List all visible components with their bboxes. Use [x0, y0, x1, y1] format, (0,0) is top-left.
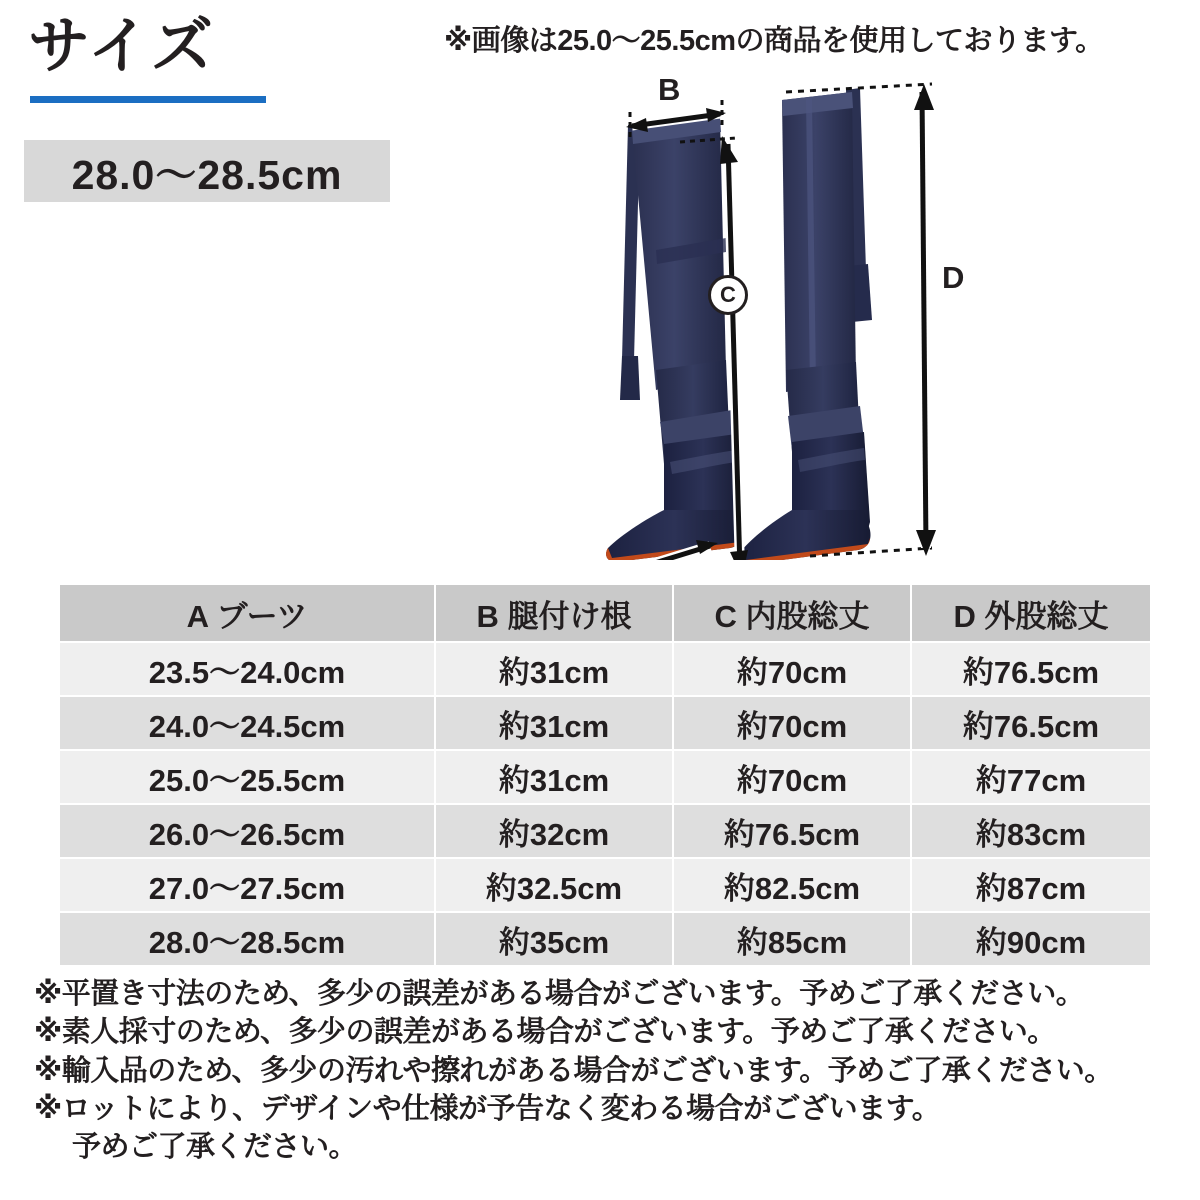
cell-d: 約76.5cm [911, 696, 1151, 750]
table-header-b: B 腿付け根 [435, 584, 673, 642]
cell-d: 約87cm [911, 858, 1151, 912]
cell-size: 25.0～25.5cm [59, 750, 435, 804]
table-header-row [59, 584, 1151, 642]
footnotes [34, 975, 1174, 1166]
footnote-item: ※平置き寸法のため、多少の誤差がある場合がございます。予めご了承ください。 [34, 978, 1085, 1010]
cell-d: 約83cm [911, 804, 1151, 858]
table-header-d: D 外股総丈 [911, 584, 1151, 642]
footnote-item: ※素人採寸のため、多少の誤差がある場合がございます。予めご了承ください。 [34, 1016, 1056, 1049]
table-row [59, 804, 1151, 858]
product-diagram [560, 70, 1030, 560]
table-row [59, 696, 1151, 750]
cell-b: 約31cm [435, 696, 673, 750]
cell-c: 約85cm [673, 912, 911, 966]
size-table [58, 583, 1152, 967]
cell-b: 約35cm [435, 912, 673, 966]
cell-c: 約70cm [673, 696, 911, 750]
table-header-c: C 内股総丈 [673, 584, 911, 642]
cell-d: 約90cm [911, 912, 1151, 966]
cell-size: 28.0～28.5cm [59, 912, 435, 966]
cell-size: 26.0～26.5cm [59, 804, 435, 858]
footnote-item: ※ロットにより、デザインや仕様が予告なく変わる場合がございます。 [34, 1092, 941, 1125]
cell-b: 約31cm [435, 750, 673, 804]
footnote-item: ※輸入品のため、多少の汚れや擦れがある場合がございます。予めご了承ください。 [34, 1054, 1113, 1087]
title-underline [30, 96, 266, 103]
dim-label-d: D [942, 260, 965, 295]
cell-b: 約32.5cm [435, 858, 673, 912]
cell-size: 24.0～24.5cm [59, 696, 435, 750]
cell-c: 約70cm [673, 642, 911, 696]
selected-size-badge [24, 140, 390, 202]
footnote-item: 予めご了承ください。 [72, 1131, 358, 1164]
cell-c: 約70cm [673, 750, 911, 804]
dim-d-arrow [914, 84, 936, 556]
cell-c: 約76.5cm [673, 804, 911, 858]
selected-size-label: 28.0～28.5cm [71, 151, 343, 198]
cell-b: 約32cm [435, 804, 673, 858]
header-section [0, 0, 1200, 570]
table-row [59, 858, 1151, 912]
image-size-note: ※画像は25.0～25.5cmの商品を使用しております。 [444, 25, 1104, 57]
cell-b: 約31cm [435, 642, 673, 696]
page-title: サイズ [28, 12, 216, 81]
dim-label-c: C [708, 275, 748, 315]
table-row [59, 750, 1151, 804]
wader-boots-illustration [560, 70, 1030, 560]
table-row [59, 912, 1151, 966]
cell-d: 約76.5cm [911, 642, 1151, 696]
dim-label-b: B [658, 72, 681, 107]
table-row [59, 642, 1151, 696]
table-header-a: A ブーツ [59, 584, 435, 642]
right-leg-fabric [782, 92, 856, 392]
cell-size: 27.0～27.5cm [59, 858, 435, 912]
cell-size: 23.5～24.0cm [59, 642, 435, 696]
cell-c: 約82.5cm [673, 858, 911, 912]
cell-d: 約77cm [911, 750, 1151, 804]
